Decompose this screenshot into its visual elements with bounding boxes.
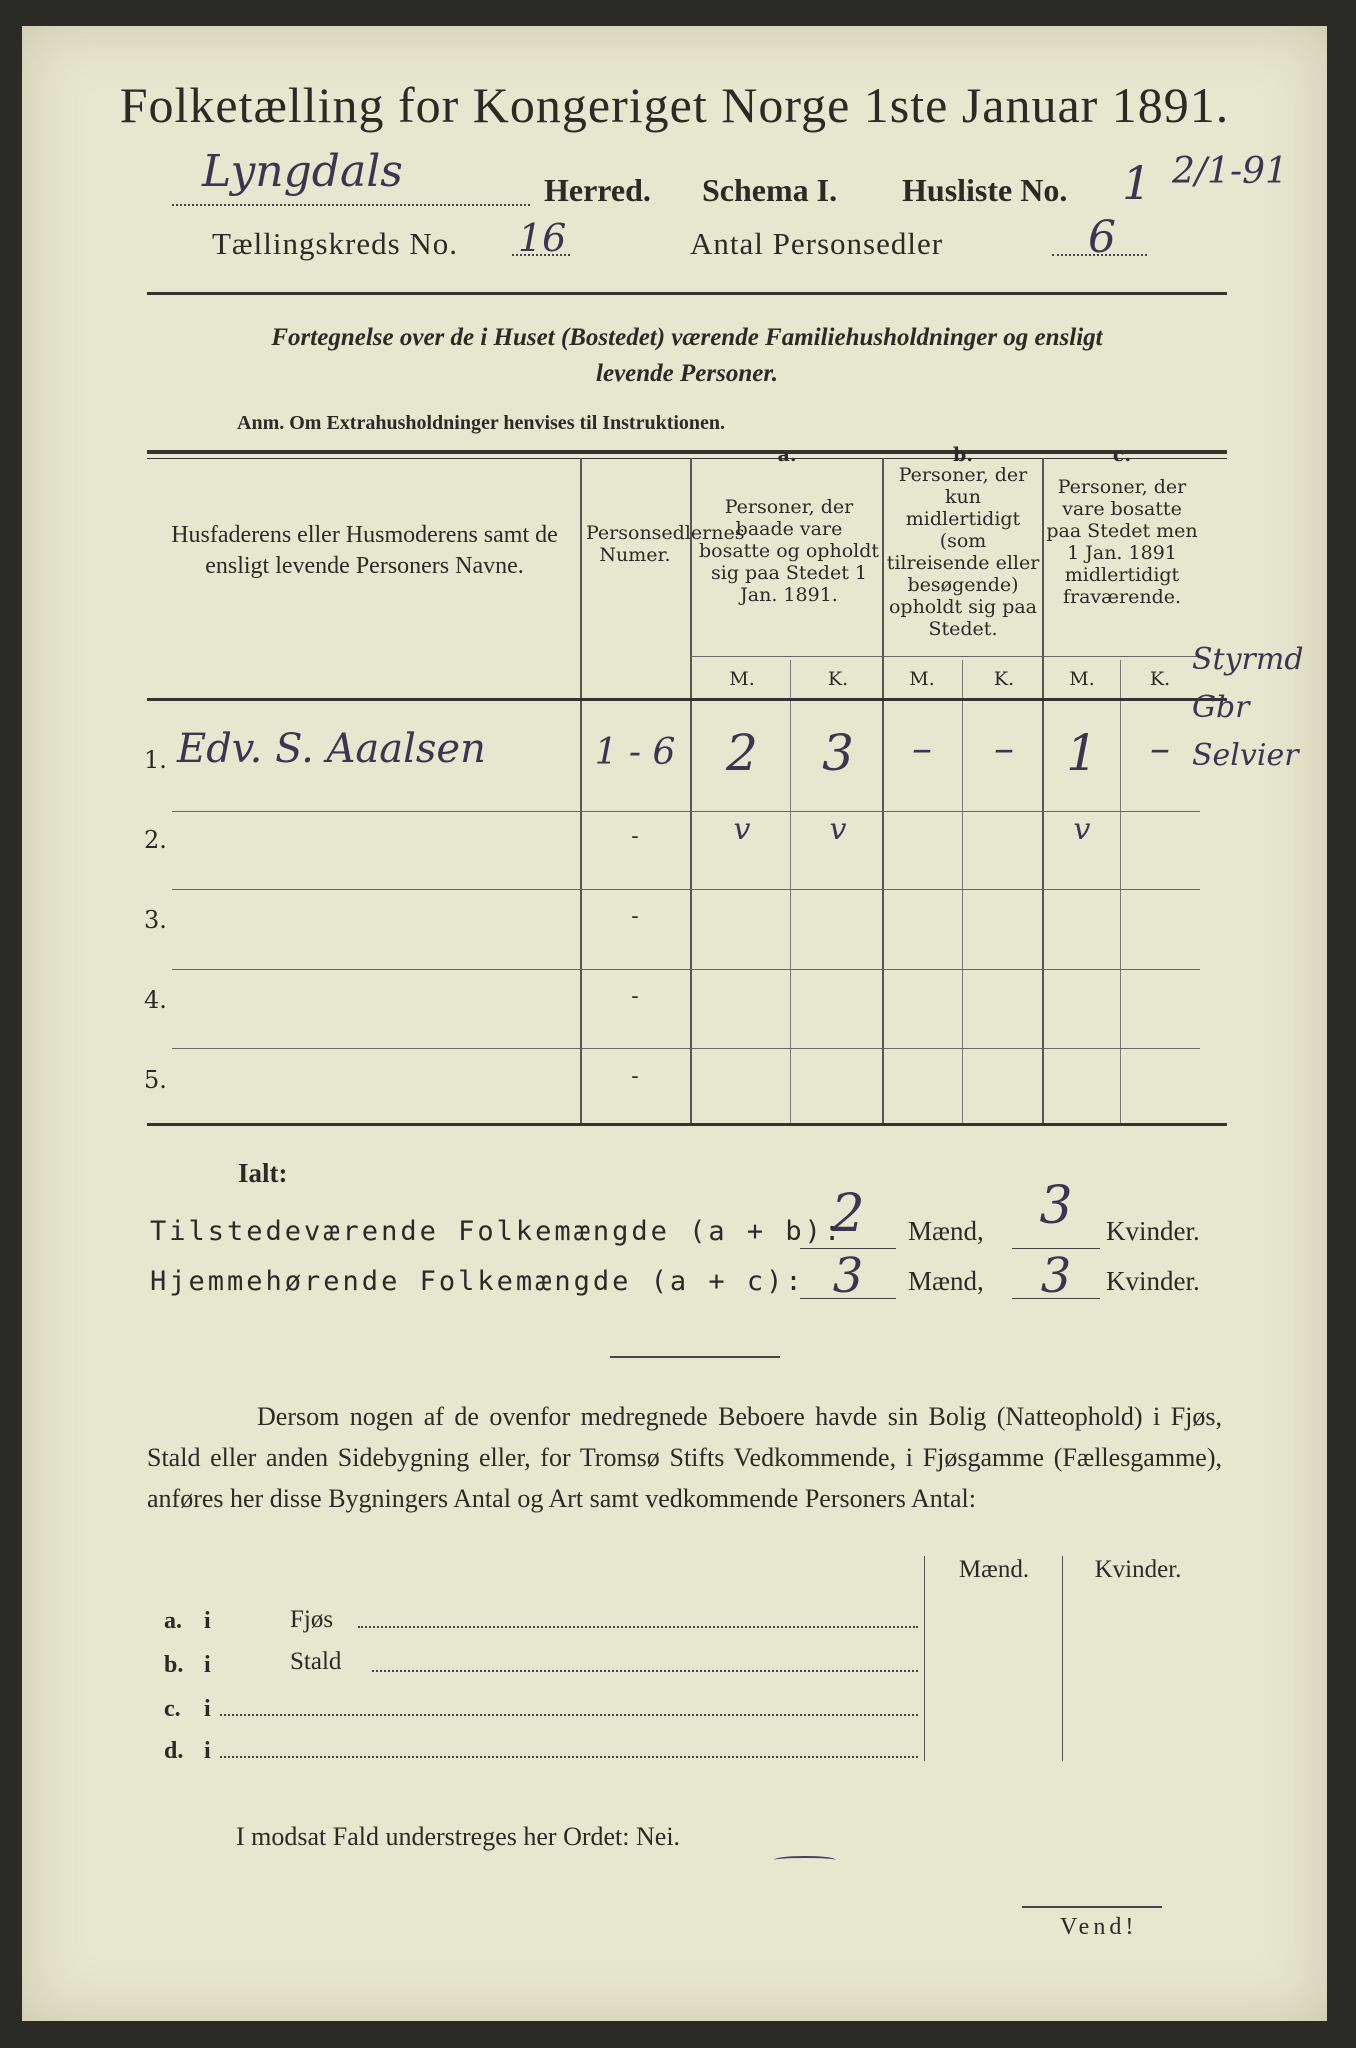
vend-rule <box>1022 1906 1162 1908</box>
row-numer: - <box>631 1064 639 1089</box>
row-c-k: – <box>1150 726 1170 772</box>
vend-label: Vend! <box>1060 1914 1138 1940</box>
row-numer: 1 - 6 <box>594 732 676 773</box>
col-header-c-letter: c. <box>1112 444 1132 466</box>
col-header-b-letter: b. <box>953 444 973 466</box>
building-col-divider-1 <box>924 1556 925 1761</box>
row-c-m-check: v <box>1073 812 1091 847</box>
husliste-label: Husliste No. <box>902 172 1068 208</box>
building-item-text: Fjøs <box>290 1606 334 1633</box>
building-item-letter: a. <box>164 1608 182 1634</box>
row-number: 3. <box>144 906 167 934</box>
row-a-k-check: v <box>829 812 847 847</box>
intro-line2: levende Personer. <box>596 360 778 387</box>
hjemme-k-value: 3 <box>1040 1248 1072 1304</box>
ialt-label: Ialt: <box>238 1158 288 1188</box>
intro-line1: Fortegnelse over de i Huset (Bostedet) værende Familiehusholdninger og ensligt <box>271 324 1103 351</box>
antal-label: Antal Personsedler <box>690 226 944 261</box>
col-divider-3 <box>882 458 884 1123</box>
anm-note: Anm. Om Extrahusholdninger henvises til Instruktionen. <box>237 412 726 434</box>
col-a-m: M. <box>729 668 755 690</box>
tilstede-kvinder: Kvinder. <box>1106 1216 1200 1246</box>
col-header-b-text: Personer, der kun midlertidigt (som tilreisende eller besøgende) opholdt sig paa Stedet. <box>886 464 1040 640</box>
census-form-sheet <box>22 26 1327 2021</box>
col-header-names: Husfaderens eller Husmoderens samt de ensligt levende Personers Navne. <box>171 522 558 579</box>
row-number: 2. <box>144 826 167 854</box>
building-item-letter: c. <box>164 1696 181 1722</box>
col-b-m: M. <box>909 668 935 690</box>
building-item-i: i <box>204 1738 211 1764</box>
col-divider-1 <box>580 458 582 1123</box>
building-item-dots <box>358 1626 918 1628</box>
building-item-dots <box>372 1670 918 1672</box>
hjemme-kvinder: Kvinder. <box>1106 1266 1200 1296</box>
col-header-a-text: Personer, der baade vare bosatte og opholdt sig paa Stedet 1 Jan. 1891. <box>698 496 880 606</box>
hjemme-label: Hjemmehørende Folkemængde (a + c): <box>150 1266 805 1297</box>
row-number: 1. <box>144 746 167 774</box>
modsat-note: I modsat Fald understreges her Ordet: Nei. <box>236 1822 681 1851</box>
tilstede-m-value: 2 <box>831 1184 865 1244</box>
row-a-m: 2 <box>726 724 758 782</box>
header-rule <box>147 292 1227 295</box>
col-divider-c-mk <box>1120 660 1121 1123</box>
building-kvinder-header: Kvinder. <box>1094 1556 1182 1583</box>
section-divider <box>610 1356 780 1358</box>
margin-occupation-note: Styrmd Gbr Selvier <box>1192 642 1304 773</box>
col-divider-4 <box>1042 458 1044 1123</box>
row-c-m: 1 <box>1066 724 1098 782</box>
col-header-c-text: Personer, der vare bosatte paa Stedet men 1 Jan. 1891 midlertidigt fraværende. <box>1046 476 1198 608</box>
row-rule <box>172 969 1200 970</box>
col-c-k: K. <box>1149 668 1171 690</box>
row-rule <box>172 889 1200 890</box>
col-a-k: K. <box>827 668 849 690</box>
building-item-text: Stald <box>290 1648 342 1675</box>
col-divider-b-mk <box>962 660 963 1123</box>
building-item-dots <box>220 1756 918 1758</box>
herred-value: Lyngdals <box>202 146 403 197</box>
building-item-letter: b. <box>164 1652 184 1678</box>
schema-label: Schema I. <box>702 172 838 208</box>
kreds-value: 16 <box>518 216 567 260</box>
table-bottom-rule <box>147 1123 1227 1126</box>
husliste-date-note: 2/1-91 <box>1172 151 1288 192</box>
herred-label: Herred. <box>544 172 651 208</box>
row-b-k: – <box>994 726 1014 772</box>
tilstede-k-value: 3 <box>1039 1176 1073 1236</box>
building-item-letter: d. <box>164 1738 184 1764</box>
tilstede-label: Tilstedeværende Folkemængde (a + b): <box>150 1216 844 1247</box>
mk-header-rule <box>690 656 1200 657</box>
building-item-dots <box>220 1714 918 1716</box>
col-header-a-letter: a. <box>777 444 797 466</box>
row-name: Edv. S. Aaalsen <box>177 726 486 772</box>
hjemme-m-value: 3 <box>832 1248 864 1304</box>
building-item-i: i <box>204 1652 211 1678</box>
building-paragraph: Dersom nogen af de ovenfor medregnede Beboere havde sin Bolig (Natteophold) i Fjøs, Stald eller anden Sidebygning eller, for Tromsø Stifts Vedkommende, i Fjøsgamme (Fællesgamme), anføres her disse Bygningers Antal og Art samt vedkommende Personers Antal: <box>147 1402 1222 1513</box>
col-header-numer: Personsedlernes Numer. <box>586 522 745 566</box>
col-c-m: M. <box>1069 668 1095 690</box>
row-numer: - <box>631 984 639 1009</box>
building-item-i: i <box>204 1608 211 1634</box>
row-numer: - <box>631 824 639 849</box>
building-col-divider-2 <box>1062 1556 1063 1761</box>
row-b-m: – <box>912 726 932 772</box>
antal-value: 6 <box>1088 212 1116 263</box>
row-number: 4. <box>144 986 167 1014</box>
building-maend-header: Mænd. <box>958 1556 1030 1583</box>
nei-underline <box>774 1856 836 1864</box>
hjemme-maend: Mænd, <box>908 1266 984 1296</box>
row-rule <box>172 1048 1200 1049</box>
col-divider-2 <box>690 458 692 1123</box>
form-title: Folketælling for Kongeriget Norge 1ste Januar 1891. <box>119 77 1230 133</box>
row-a-k: 3 <box>822 724 854 782</box>
col-b-k: K. <box>993 668 1015 690</box>
col-divider-a-mk <box>790 660 791 1123</box>
tilstede-maend: Mænd, <box>908 1216 984 1246</box>
husliste-value: 1 <box>1122 156 1152 210</box>
header-bottom-rule <box>147 698 1227 701</box>
row-numer: - <box>631 904 639 929</box>
building-item-i: i <box>204 1696 211 1722</box>
row-number: 5. <box>144 1066 167 1094</box>
kreds-label: Tællingskreds No. <box>212 226 459 261</box>
row-a-m-check: v <box>733 812 751 847</box>
